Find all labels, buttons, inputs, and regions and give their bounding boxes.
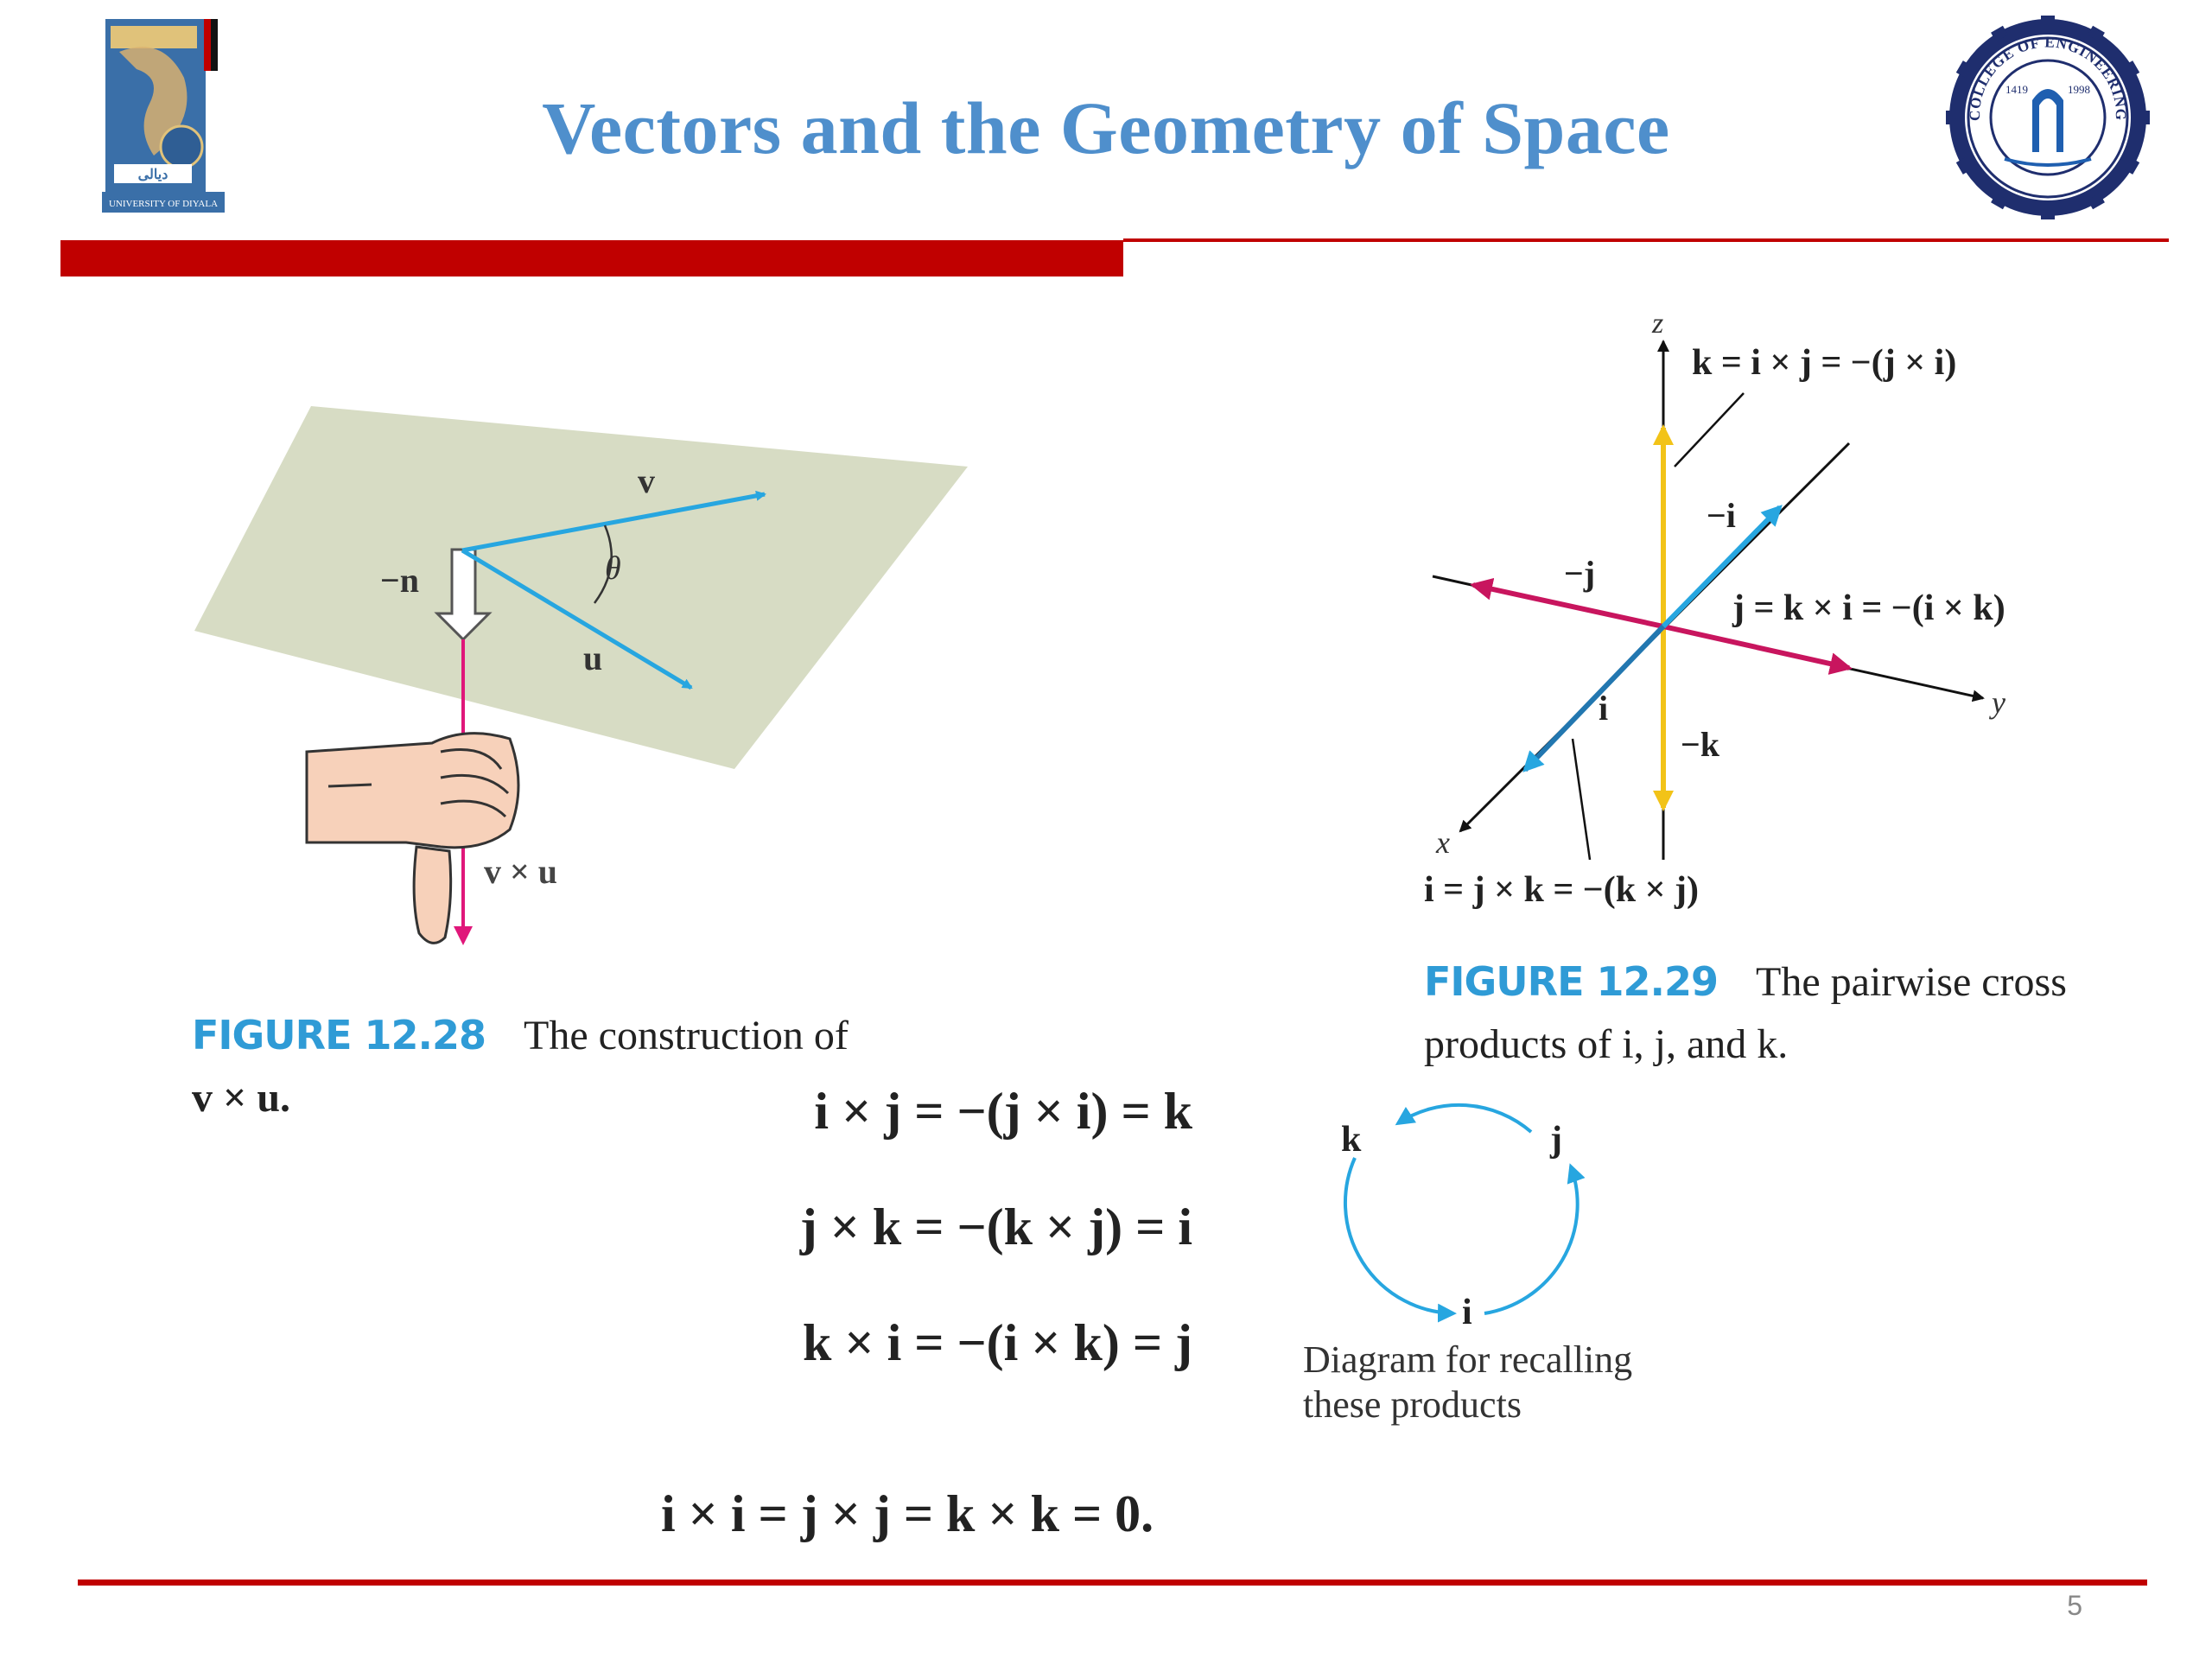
seal-year-left: 1419	[2005, 83, 2028, 96]
label-z: z	[1652, 308, 1664, 340]
k-leader-line	[1675, 393, 1744, 467]
label-theta: θ	[605, 550, 621, 587]
cycle-arc-j-to-k	[1398, 1105, 1531, 1132]
cycle-label-k: k	[1341, 1120, 1362, 1160]
svg-text:ديالى: ديالى	[137, 168, 168, 182]
label-neg-n: −n	[380, 561, 420, 600]
label-u: u	[583, 639, 603, 677]
cycle-arc-i-to-j	[1484, 1166, 1578, 1313]
cycle-diagram-caption-line2: these products	[1303, 1383, 1522, 1426]
figure-12-29-caption	[1424, 950, 2133, 1076]
cycle-label-j: j	[1550, 1120, 1562, 1160]
figure-12-29-label: FIGURE 12.29	[1424, 958, 1719, 1005]
figure-12-28-label: FIGURE 12.28	[192, 1012, 486, 1058]
label-v: v	[638, 461, 655, 500]
thumb-down-hand	[307, 734, 518, 944]
i-leader-line	[1573, 739, 1590, 860]
label-neg-i: −i	[1707, 496, 1736, 535]
label-neg-k: −k	[1681, 725, 1720, 764]
figure-12-29-caption-line2: products of i, j, and k.	[1424, 1021, 1789, 1067]
page-title: Vectors and the Geometry of Space	[542, 86, 1670, 169]
cycle-arc-k-to-i	[1345, 1158, 1453, 1313]
label-i-eq: i = j × k = −(k × j)	[1424, 870, 1699, 910]
cycle-diagram	[1331, 1080, 1607, 1357]
figure-12-28-caption-line2: v × u.	[192, 1075, 291, 1121]
cycle-label-i: i	[1462, 1293, 1472, 1332]
figure-12-28-caption-line1: The construction of	[524, 1013, 849, 1058]
label-v-cross-u: v × u	[484, 852, 558, 891]
j-vector	[1663, 626, 1849, 668]
equation-3: k × i = −(i × k) = j	[803, 1314, 1192, 1371]
seal-year-right: 1998	[2068, 83, 2090, 96]
figure-12-28-illustration	[181, 380, 994, 959]
label-x: x	[1436, 825, 1450, 860]
label-neg-j: −j	[1564, 554, 1596, 593]
cycle-diagram-caption	[1303, 1338, 1735, 1427]
header-rule-thick	[60, 240, 1123, 276]
equation-4: i × i = j × j = k × k = 0.	[661, 1485, 1154, 1542]
label-j-eq: j = k × i = −(i × k)	[1732, 588, 2005, 628]
footer-rule	[78, 1580, 2147, 1586]
cycle-diagram-caption-line1: Diagram for recalling	[1303, 1338, 1633, 1381]
figure-12-29-caption-line1: The pairwise cross	[1756, 959, 2067, 1005]
figure-12-29-illustration	[1417, 307, 2074, 929]
header-rule-thin	[1123, 238, 2169, 242]
plane	[194, 406, 968, 769]
label-i: i	[1599, 689, 1609, 728]
label-y: y	[1992, 685, 2005, 720]
college-seal-text: COLLEGE OF ENGINEERING	[1966, 34, 2130, 121]
equation-2: j × k = −(k × j) = i	[799, 1198, 1192, 1255]
i-vector	[1525, 626, 1663, 770]
university-logo-text: UNIVERSITY OF DIYALA	[108, 199, 219, 209]
page-number: 5	[2067, 1590, 2082, 1621]
equation-1: i × j = −(j × i) = k	[814, 1083, 1192, 1140]
label-k-eq: k = i × j = −(j × i)	[1692, 343, 1957, 383]
college-seal	[1946, 16, 2150, 219]
